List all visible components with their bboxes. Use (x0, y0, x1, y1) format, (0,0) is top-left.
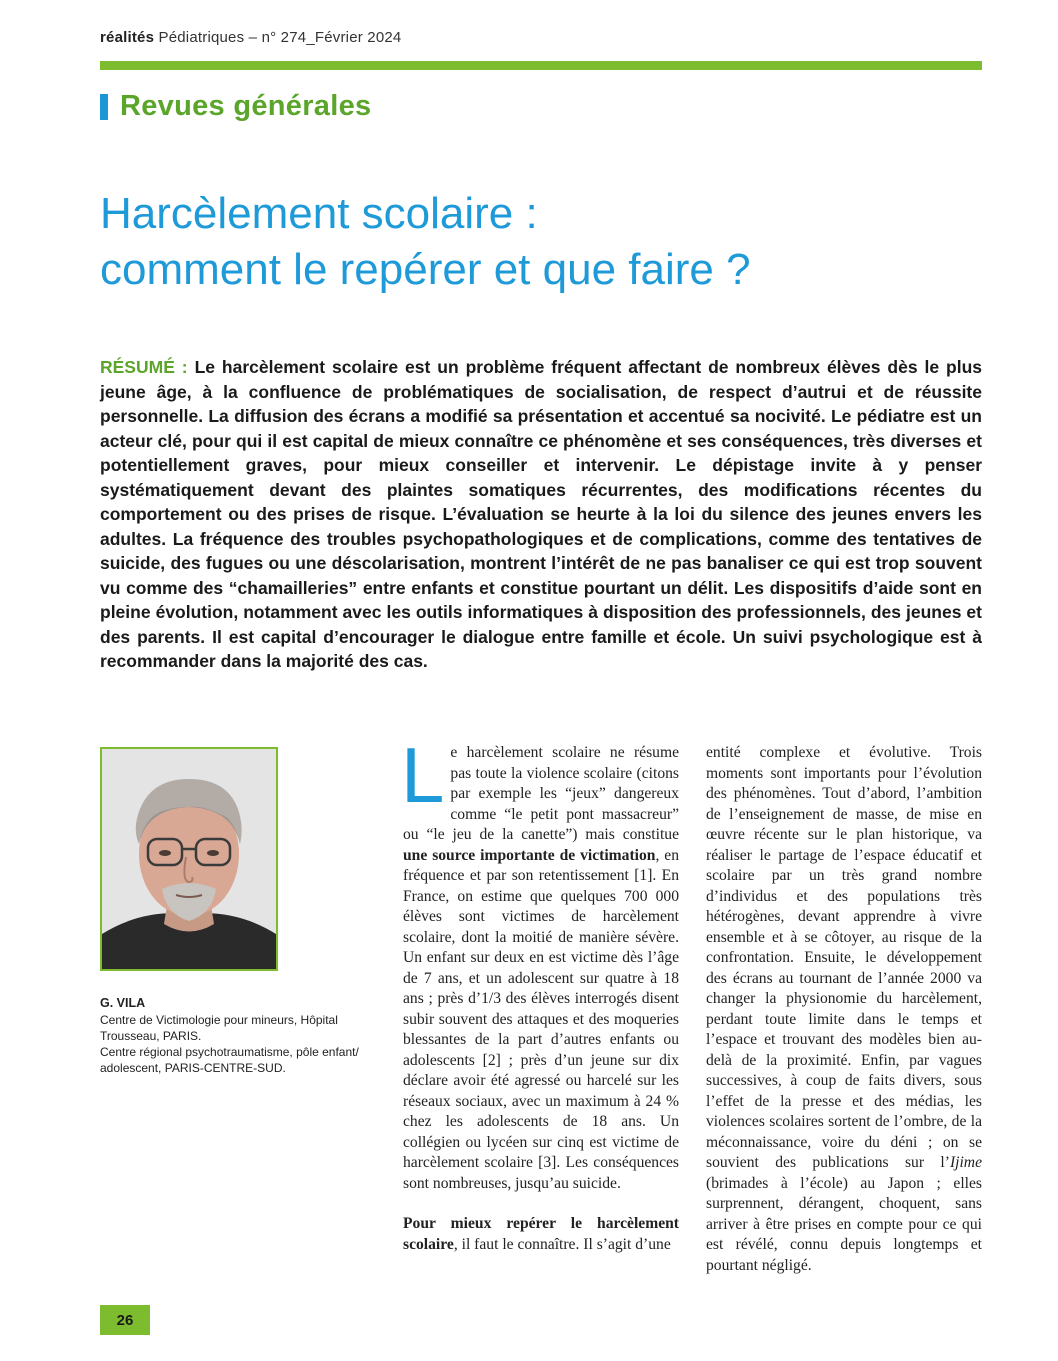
body-column-1 (401, 731, 679, 1255)
journal-issue: Pédiatriques – n° 274_Février 2024 (158, 29, 402, 46)
journal-brand: réalités (100, 29, 155, 46)
author-photo (100, 747, 278, 971)
header-rule (100, 61, 982, 70)
author-portrait-image (102, 749, 276, 969)
section-marker (100, 94, 108, 120)
p2-fragment: Ijime (949, 1154, 982, 1171)
abstract-label: RÉSUMÉ : (100, 357, 188, 377)
p1-text-b: , en fréquence et par son retentissement [1]. En France, on estime que quelques 700 000 élèves sont victimes de harcèlement scolaire, dont la moitié de manière sévère. Un enfant sur deux en est victime dès l’âge de 7 ans, et un adolescent sur quatre à 18 ans ; près d’1/3 des élèves interrogés disent subir souvent des attaques et des moqueries blessantes de la part d’autres enfants ou adolescents [2] ; près d’un jeune sur dix déclare avoir été agressé ou harcelé sur les réseaux sociaux, avec un maximum à 24 % chez les adolescents de 18 ans. Un collégien ou lycéen sur cinq est victime de harcèlement scolaire [3]. Les conséquences sont nombreuses, jusqu’au suicide. (403, 846, 679, 1192)
p2-fragment: Pour mieux repérer le harcèlement scolaire (403, 1215, 679, 1253)
article-title (100, 186, 980, 298)
title-line-2: comment le repérer et que faire ? (100, 245, 751, 294)
section-heading (100, 90, 371, 123)
author-affiliation-2: Centre régional psychotraumatisme, pôle enfant/ adolescent, PARIS-CENTRE-SUD. (100, 1045, 359, 1075)
p1-text-a: e harcèlement scolaire ne résume pas toute la violence scolaire (citons par exemple les “jeux” dangereux comme “le petit pont massacreur” ou “le jeu de la canette”) mais constitue (403, 744, 679, 843)
p2-fragment: , il faut le connaître. Il s’agit d’une (453, 1235, 671, 1253)
author-block (100, 995, 372, 1076)
section-label: Revues générales (120, 90, 372, 122)
body-column-2 (706, 743, 982, 1276)
body-paragraph-2-continued (706, 743, 982, 1276)
title-line-1: Harcèlement scolaire : (100, 189, 538, 238)
drop-cap: L (401, 731, 445, 819)
page-number: 26 (100, 1305, 150, 1335)
body-paragraph-1 (401, 731, 679, 1194)
author-affiliation-1: Centre de Victimologie pour mineurs, Hôpital Trousseau, PARIS. (100, 1013, 338, 1043)
p1-bold: une source importante de victimation (403, 846, 656, 864)
body-paragraph-2 (403, 1214, 679, 1255)
p2-fragment: (brimades à l’école) au Japon ; elles surprennent, dérangent, choquent, sans arriver à être prises en compte pour ce qui est révélé, connu depuis longtemps et pourtant négligé. (706, 1174, 982, 1274)
author-name: G. VILA (100, 996, 146, 1010)
abstract (100, 355, 982, 674)
abstract-text: Le harcèlement scolaire est un problème fréquent affectant de nombreux élèves dès le plus jeune âge, à la confluence de problématiques de socialisation, de respect d’autrui et de réussite personnelle. La diffusion des écrans a modifié sa présentation et accentué sa nocivité. Le pédiatre est un acteur clé, pour qui il est capital de mieux connaître ce phénomène et ses conséquences, très diverses et potentiellement graves, pour mieux conseiller et intervenir. Le dépistage invite à y penser systématiquement devant des plaintes somatiques récurrentes, des modifications récentes du comportement ou des prises de risque. L’évaluation se heurte à la loi du silence des jeunes envers les adultes. La fréquence des troubles psychopathologiques et de complications, comme des tentatives de suicide, des fugues ou une déscolarisation, montrent l’intérêt de ne pas banaliser ce qui est trop souvent vu comme des “chamailleries” entre enfants et constitue pourtant un délit. Les dispositifs d’aide sont en pleine évolution, notamment avec les outils informatiques à disposition des professionnels, des jeunes et des parents. Il est capital d’encourager le dialogue entre famille et école. Un suivi psychologique est à recommander dans la majorité des cas. (100, 357, 982, 671)
running-head (100, 29, 401, 46)
p2-fragment: entité complexe et évolutive. Trois moments sont importants pour l’évolution des phénomènes. Tout d’abord, l’ambition de l’enseignement de masse, de mise en œuvre récente sur le plan historique, va réaliser le partage de l’espace éducatif et scolaire par un très grand nombre d’individus et des populations très hétérogènes, devant apprendre à vivre ensemble et à se côtoyer, au risque de la confrontation. Ensuite, le développement des écrans au tournant de l’année 2000 va changer la physionomie du harcèlement, perdant toute limite dans le temps et l’espace et trouvant des modèles bien au-delà de la proximité. Enfin, par vagues successives, à coup de faits divers, sous l’effet de la presse et des médias, les violences scolaires sortent de l’ombre, de la méconnaissance, voire du déni ; on se souvient des publications sur l’ (706, 744, 982, 1171)
